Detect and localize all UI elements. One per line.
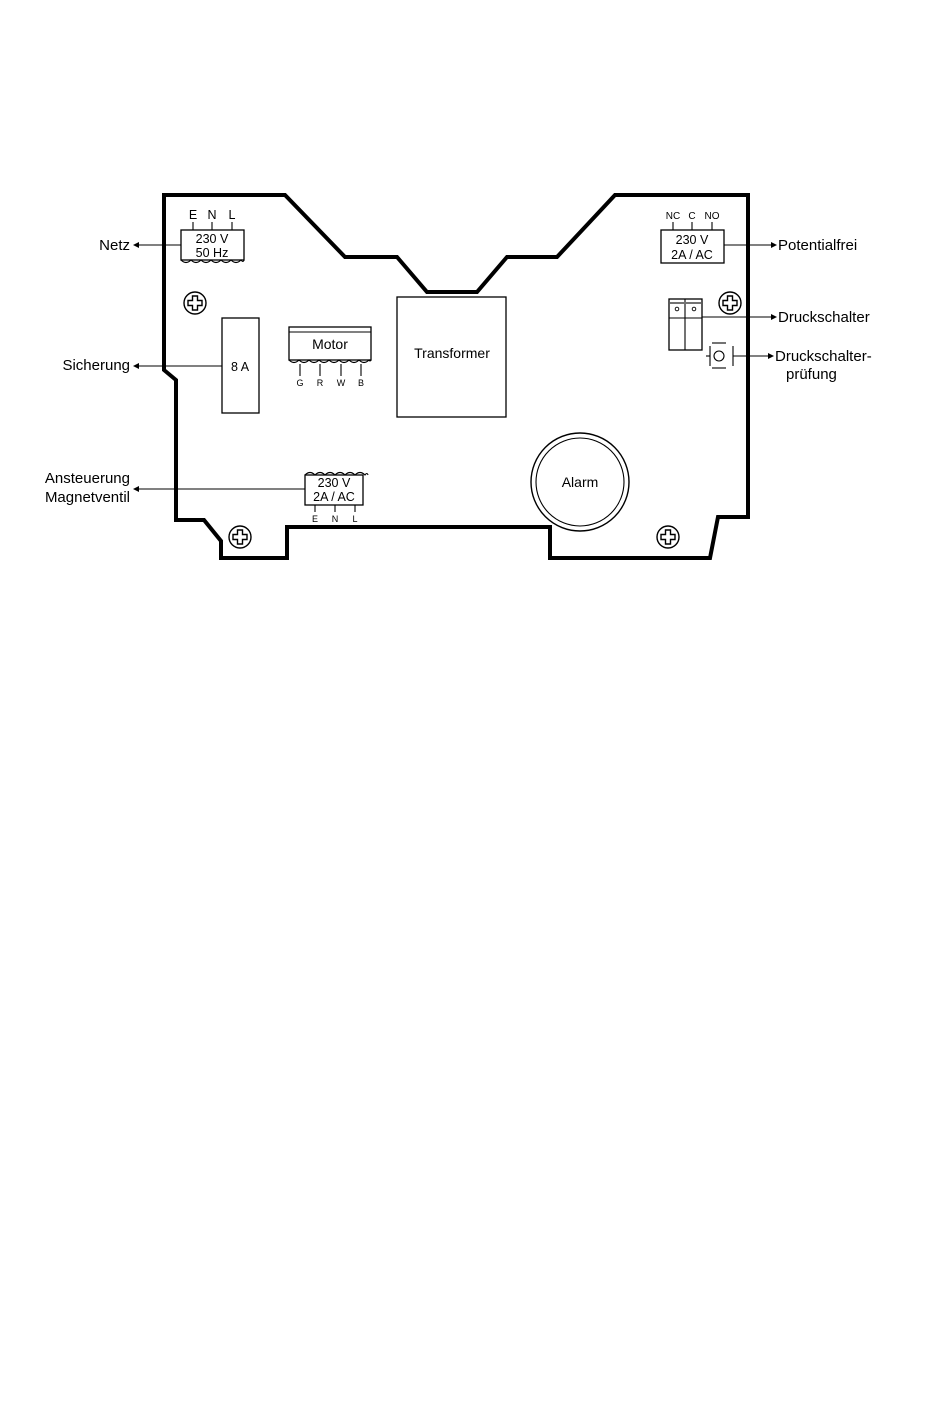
pf-pin-c: C bbox=[688, 211, 696, 222]
screw-top-left-icon bbox=[184, 292, 206, 314]
motor-pin-b: B bbox=[357, 378, 365, 388]
druckschalter-label: Druckschalter bbox=[778, 309, 870, 326]
mains-pin-n: N bbox=[207, 208, 217, 222]
alarm-buzzer bbox=[531, 433, 629, 531]
potentialfrei-label: Potentialfrei bbox=[778, 237, 858, 254]
pf-pin-no: NO bbox=[704, 211, 720, 222]
mains-terminal bbox=[181, 208, 244, 263]
fuse-block bbox=[222, 318, 259, 413]
pf-rating: 2A / AC bbox=[671, 248, 713, 262]
screw-bottom-left-icon bbox=[229, 526, 251, 548]
motor-pin-w: W bbox=[336, 378, 346, 388]
netz-label: Netz bbox=[99, 237, 130, 254]
ansteuerung-label-line2: Magnetventil bbox=[44, 489, 130, 506]
pressure-switch-connector bbox=[669, 299, 702, 350]
valve-pin-l: L bbox=[352, 514, 358, 524]
potential-free-terminal bbox=[661, 211, 724, 263]
valve-terminal bbox=[305, 473, 368, 525]
sicherung-label: Sicherung bbox=[62, 357, 130, 374]
motor-pin-g: G bbox=[296, 378, 304, 388]
fuse-rating: 8 A bbox=[230, 360, 250, 374]
druckschalter-pruefung-label-line2: prüfung bbox=[786, 366, 837, 383]
valve-pin-e: E bbox=[311, 514, 319, 524]
mains-pin-l: L bbox=[228, 208, 236, 222]
mains-frequency: 50 Hz bbox=[195, 246, 229, 260]
pressure-test-button-icon bbox=[706, 343, 733, 368]
motor-label: Motor bbox=[312, 336, 348, 352]
mains-voltage: 230 V bbox=[195, 232, 229, 246]
mains-pin-e: E bbox=[188, 208, 198, 222]
alarm-label: Alarm bbox=[561, 474, 599, 490]
pf-voltage: 230 V bbox=[675, 233, 709, 247]
screw-top-right-icon bbox=[719, 292, 741, 314]
valve-pin-n: N bbox=[331, 514, 339, 524]
ansteuerung-label-line1: Ansteuerung bbox=[44, 470, 130, 487]
screw-bottom-right-icon bbox=[657, 526, 679, 548]
transformer-block bbox=[397, 297, 506, 417]
motor-connector bbox=[289, 327, 371, 388]
druckschalter-pruefung-label-line1: Druckschalter- bbox=[775, 348, 872, 365]
valve-rating: 2A / AC bbox=[313, 490, 355, 504]
pf-pin-nc: NC bbox=[665, 211, 681, 222]
motor-pin-r: R bbox=[316, 378, 324, 388]
valve-voltage: 230 V bbox=[317, 476, 351, 490]
transformer-label: Transformer bbox=[414, 345, 490, 361]
